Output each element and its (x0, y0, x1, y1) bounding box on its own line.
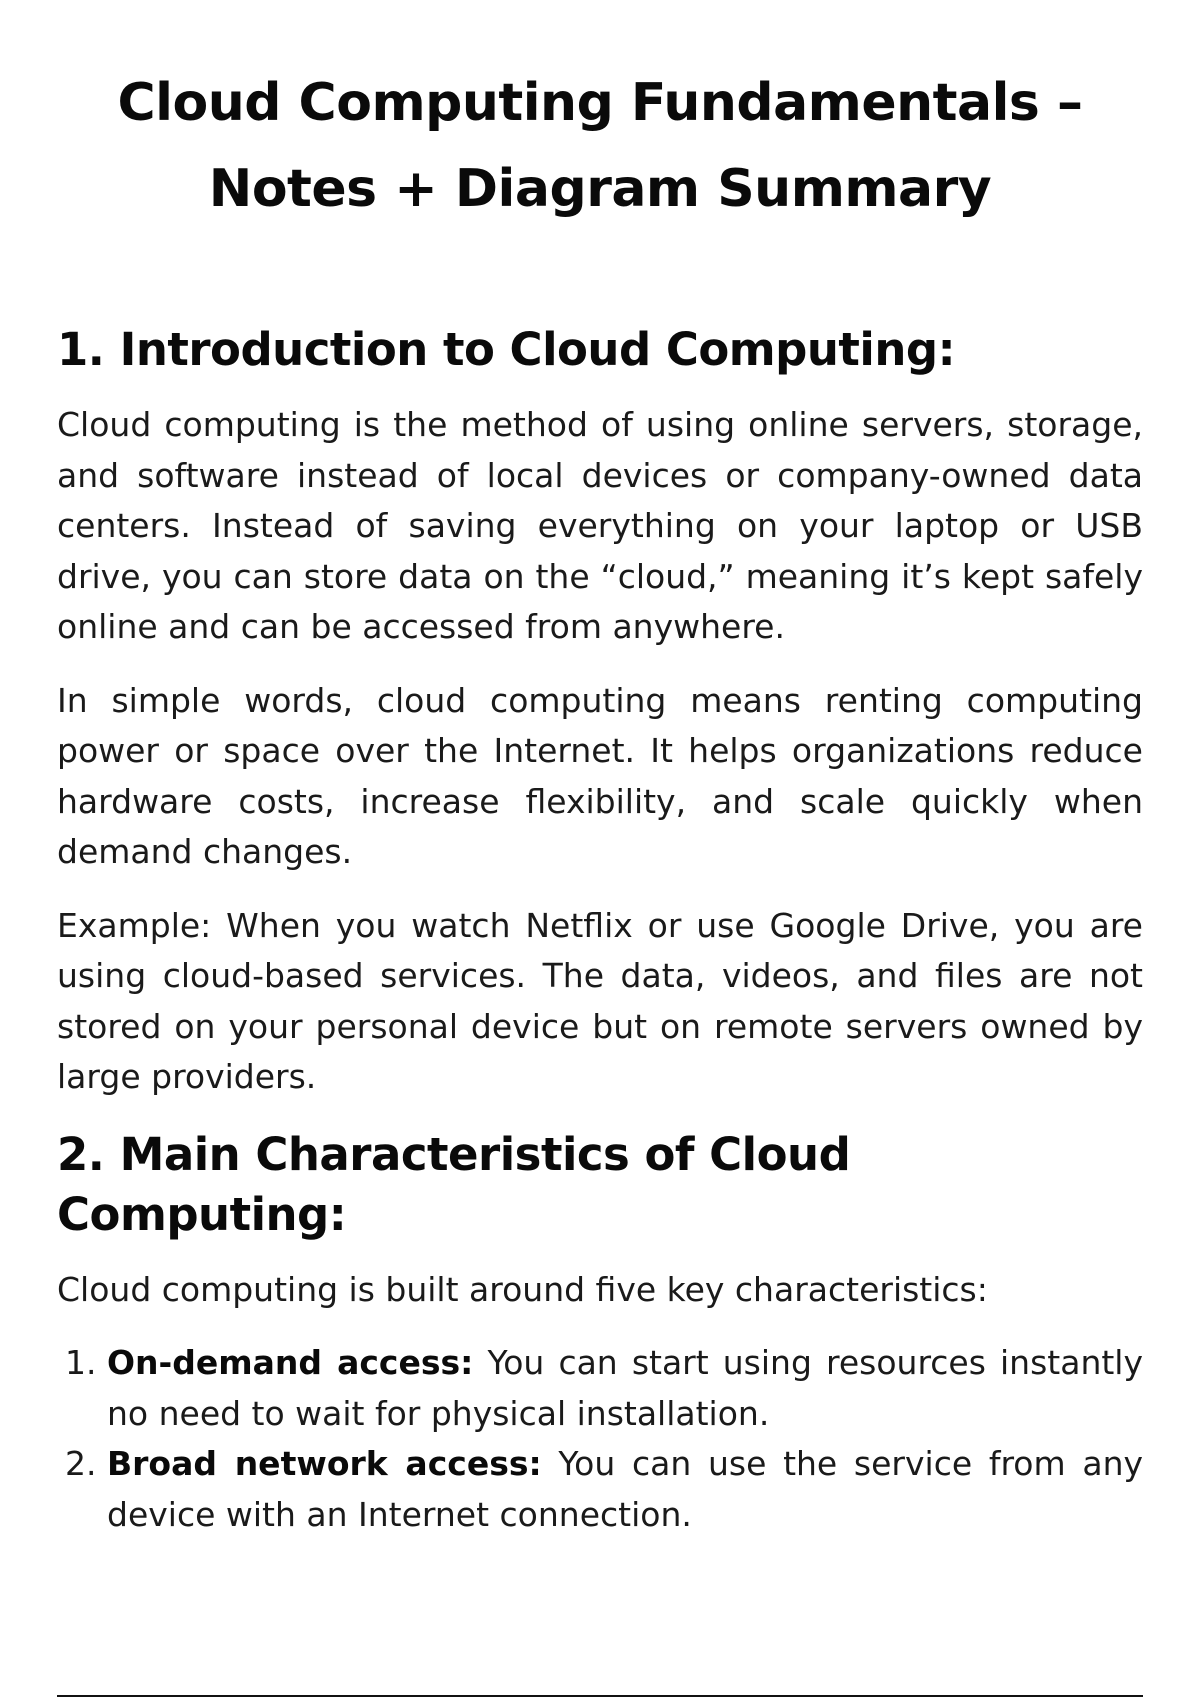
characteristics-list (57, 1338, 1143, 1540)
section-1-heading: 1. Introduction to Cloud Computing: (57, 323, 956, 376)
section-2-intro: Cloud computing is built around five key characteristics: (57, 1269, 988, 1309)
title-line-1: Cloud Computing Fundamentals – (117, 73, 1083, 133)
section-1-example-paragraph: Example: When you watch Netflix or use Google Drive, you are using cloud-based services. The data, videos, and files are not stored on your personal device but on remote servers owned by large providers. (57, 905, 1143, 1096)
list-item-term: On-demand access: (107, 1343, 474, 1382)
list-item (107, 1439, 1143, 1540)
list-item (107, 1338, 1143, 1439)
list-item-text: You can use the service from any device with an Internet connection. (107, 1444, 1144, 1534)
section-1-paragraph-2: In simple words, cloud computing means renting computing power or space over the Internet. It helps organizations reduce hardware costs, increase flexibility, and scale quickly when demand changes. (57, 680, 1143, 871)
section-1-paragraph-1: Cloud computing is the method of using online servers, storage, and software instead of local devices or company-owned data centers. Instead of saving everything on your laptop or USB drive, you can store data on the “cloud,” meaning it’s kept safely online and can be accessed from anywhere. (57, 405, 1143, 646)
document-page (57, 60, 1143, 1540)
list-item-term: Broad network access: (107, 1444, 542, 1483)
footer-divider (57, 1695, 1143, 1697)
list-item-text: You can start using resources instantly no need to wait for physical installation. (107, 1343, 1144, 1433)
title-line-2: Notes + Diagram Summary (208, 159, 992, 219)
document-title (57, 60, 1143, 232)
section-2-heading: 2. Main Characteristics of Cloud Computing: (57, 1127, 851, 1241)
